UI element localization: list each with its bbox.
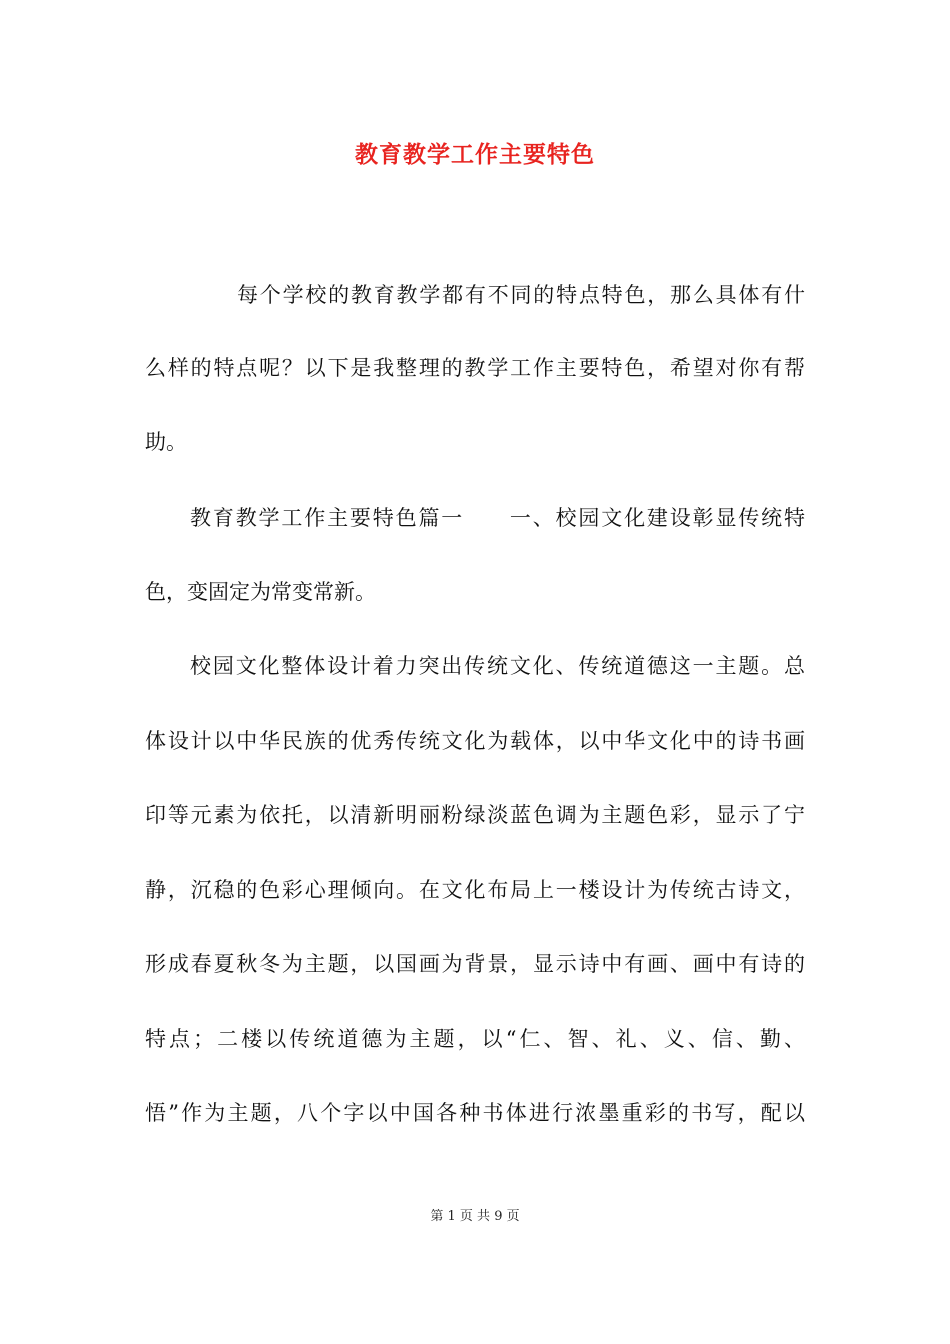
- page-footer: 第 1 页 共 9 页: [430, 1209, 520, 1224]
- paragraph-line: 静，沉稳的色彩心理倾向。在文化布局上一楼设计为传统古诗文，: [145, 878, 805, 902]
- paragraph-line: 印等元素为依托，以清新明丽粉绿淡蓝色调为主题色彩，显示了宁: [145, 803, 805, 827]
- document-title: 教育教学工作主要特色: [355, 141, 595, 168]
- paragraph-line: 校园文化整体设计着力突出传统文化、传统道德这一主题。总: [190, 654, 805, 678]
- paragraph-line: 么样的特点呢？以下是我整理的教学工作主要特色，希望对你有帮: [145, 356, 805, 380]
- paragraph-line: 每个学校的教育教学都有不同的特点特色，那么具体有什: [237, 283, 805, 307]
- paragraph-line: 教育教学工作主要特色篇一 一、校园文化建设彰显传统特: [190, 506, 805, 530]
- paragraph-line: 色，变固定为常变常新。: [145, 580, 376, 604]
- paragraph-line: 体设计以中华民族的优秀传统文化为载体，以中华文化中的诗书画: [145, 729, 805, 753]
- paragraph-line: 助。: [145, 430, 187, 454]
- paragraph-line: 悟”作为主题，八个字以中国各种书体进行浓墨重彩的书写，配以: [145, 1101, 805, 1125]
- paragraph-line: 形成春夏秋冬为主题，以国画为背景，显示诗中有画、画中有诗的: [145, 952, 805, 976]
- paragraph-line: 特点；二楼以传统道德为主题，以“仁、智、礼、义、信、勤、: [145, 1027, 805, 1051]
